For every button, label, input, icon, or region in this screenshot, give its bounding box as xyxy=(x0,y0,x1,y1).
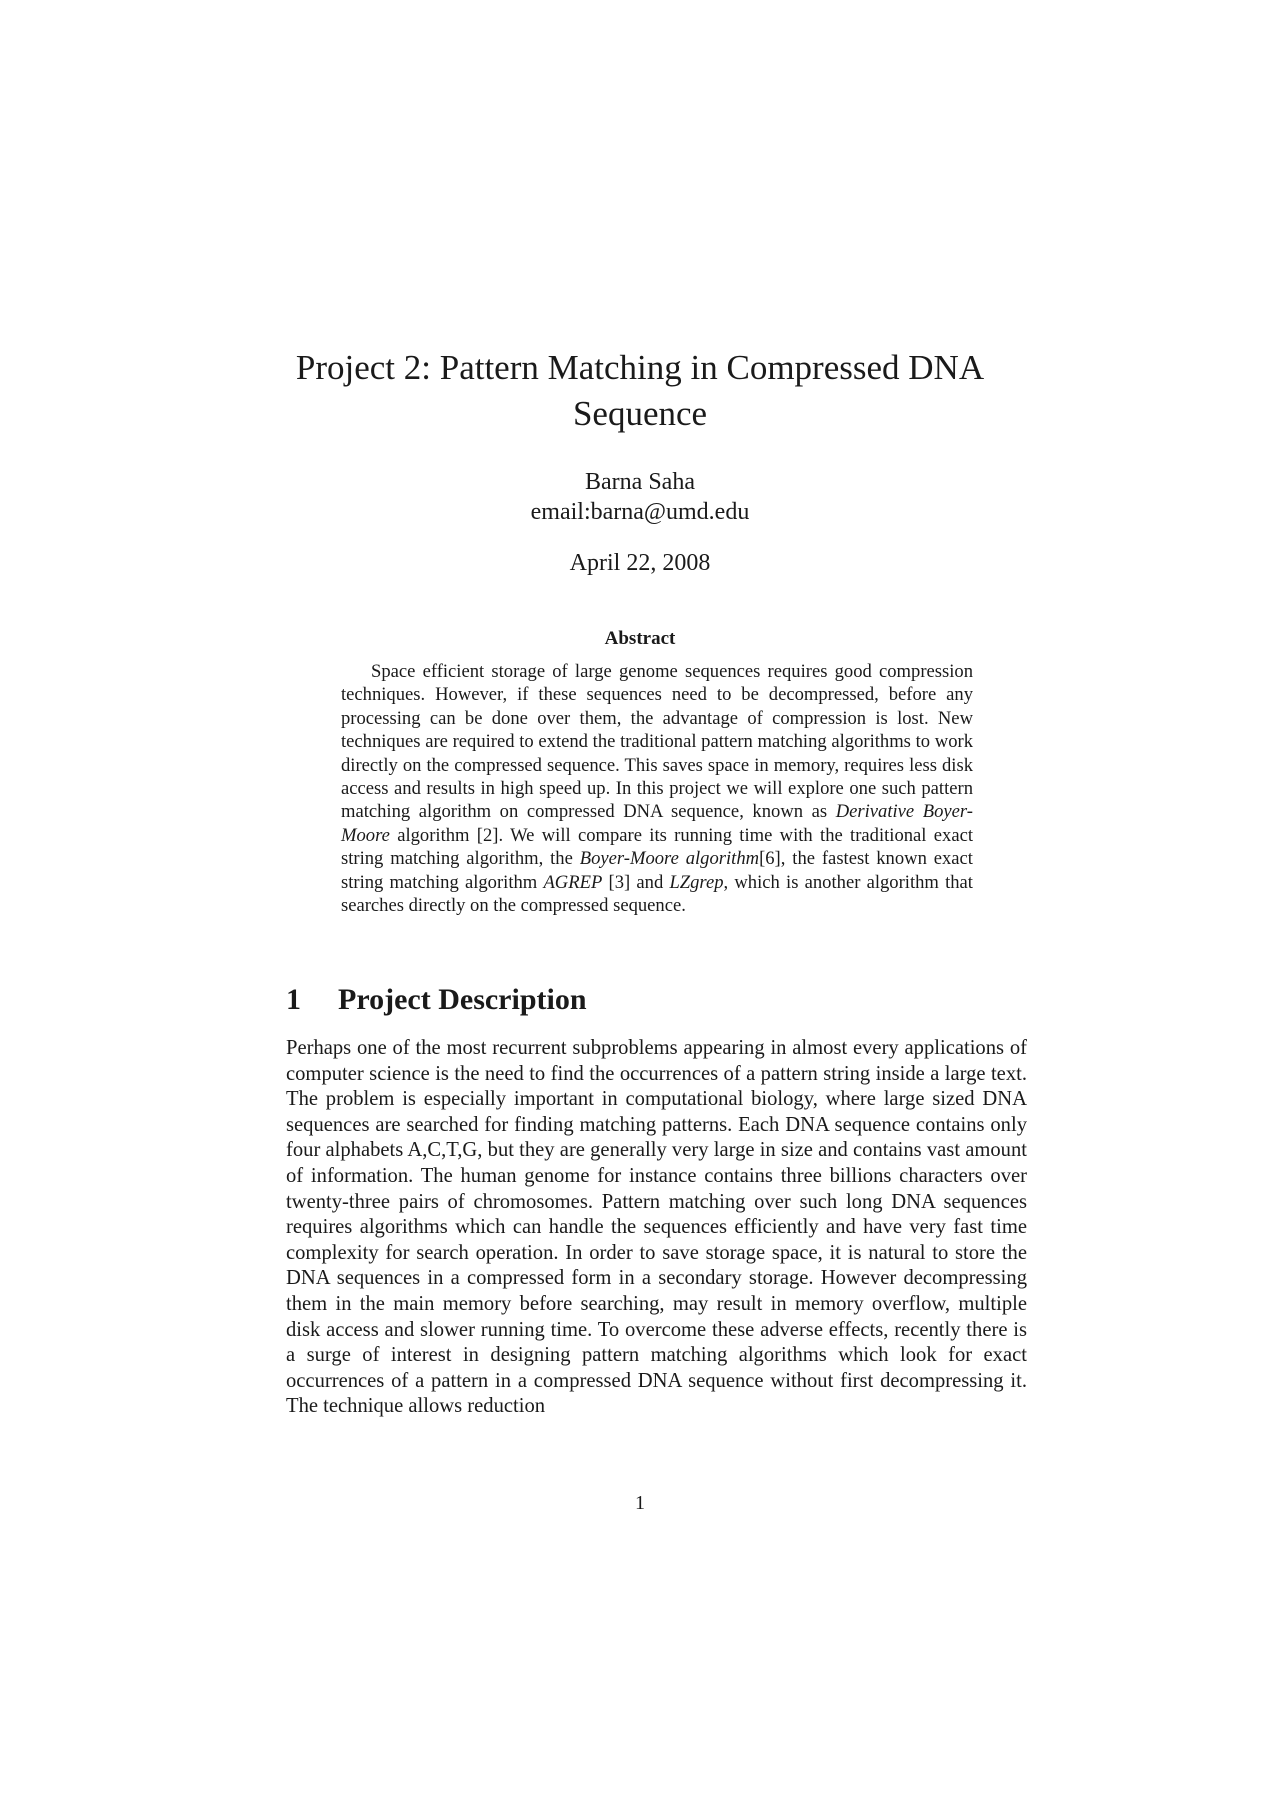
section-heading xyxy=(286,981,1046,1019)
author-email: email:barna@umd.edu xyxy=(530,499,750,525)
paper-title: Project 2: Pattern Matching in Compressed DNA Sequence xyxy=(295,348,985,433)
page-number: 1 xyxy=(635,1492,645,1514)
abstract-text-4: [3] and xyxy=(602,871,670,893)
paper-date: April 22, 2008 xyxy=(569,550,711,576)
abstract-body xyxy=(341,660,973,917)
section-body: Perhaps one of the most recurrent subproblems appearing in almost every applications of computer science is the need to find the occurrences of a pattern string inside a large text. The problem is especially important in computational biology, where large sized DNA sequences are searched for finding matching patterns. Each DNA sequence contains only four alphabets A,C,T,G, but they are generally very large in size and contains vast amount of information. The human genome for instance contains three billions characters over twenty-three pairs of chromosomes. Pattern matching over such long DNA sequences requires algorithms which can handle the sequences efficiently and have very fast time complexity for search operation. In order to save storage space, it is natural to store the DNA sequences in a compressed form in a secondary storage. However decompressing them in the main memory before searching, may result in memory overflow, multiple disk access and slower running time. To overcome these adverse effects, recently there is a surge of interest in designing pattern matching algorithms which look for exact occurrences of a pattern in a compressed DNA sequence without first decompressing it. The technique allows reduction xyxy=(286,1037,1027,1418)
abstract-text-3: [6], the fastest known exact string matching algorithm xyxy=(341,848,973,893)
author-block xyxy=(340,467,940,527)
abstract-emphasis-1: Derivative Boyer-Moore xyxy=(341,801,973,846)
abstract-emphasis-3: AGREP xyxy=(543,871,603,893)
abstract-text-2: algorithm [2]. We will compare its running time with the traditional exact string matching algorithm, the xyxy=(341,824,973,870)
section-title: Project Description xyxy=(338,983,587,1016)
section-number: 1 xyxy=(286,983,301,1016)
abstract-text-5: , which is another algorithm that searches directly on the compressed sequence. xyxy=(341,871,973,917)
abstract-emphasis-2: Boyer-Moore algorithm xyxy=(579,848,760,870)
abstract-text-1: Space efficient storage of large genome sequences requires good compression techniques. However, if these sequences need to be decompressed, before any processing can be done over them, the advantage of compression is lost. New techniques are required to extend the traditional pattern matching algorithms to work directly on the compressed sequence. This saves space in memory, requires less disk access and results in high speed up. In this project we will explore one such pattern matching algorithm on compressed DNA sequence, known as xyxy=(341,661,973,823)
abstract-emphasis-4: LZgrep xyxy=(669,871,724,893)
abstract-heading: Abstract xyxy=(604,628,676,649)
author-name: Barna Saha xyxy=(585,469,695,495)
